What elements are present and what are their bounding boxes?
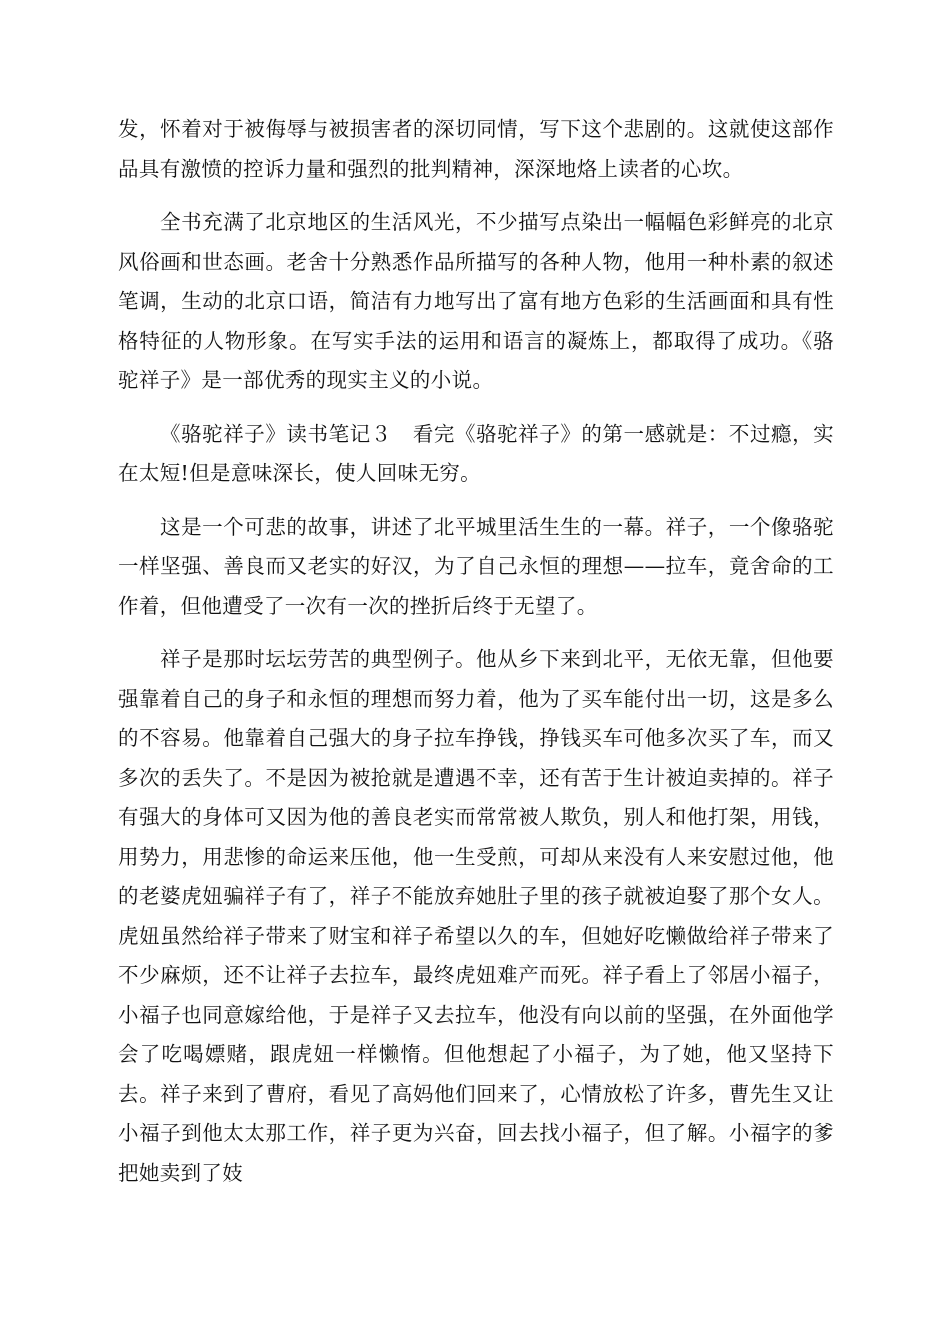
paragraph-2: 全书充满了北京地区的生活风光，不少描写点染出一幅幅色彩鲜亮的北京风俗画和世态画。老舍十分熟悉作品所描写的各种人物，他用一种朴素的叙述笔调，生动的北京口语，简洁有力地写出了富有地方色彩的生活画面和具有性格特征的人物形象。在写实手法的运用和语言的凝炼上，都取得了成功。《骆驼祥子》是一部优秀的现实主义的小说。 [118,210,834,392]
paragraph-1: 发，怀着对于被侮辱与被损害者的深切同情，写下这个悲剧的。这就使这部作品具有激愤的控诉力量和强烈的批判精神，深深地烙上读者的心坎。 [118,117,834,181]
paragraph-5: 祥子是那时坛坛劳苦的典型例子。他从乡下来到北平，无依无靠，但他要强靠着自己的身子和永恒的理想而努力着，他为了买车能付出一切，这是多么的不容易。他靠着自己强大的身子拉车挣钱，挣钱买车可他多次买了车，而又多次的丢失了。不是因为被抢就是遭遇不幸，还有苦于生计被迫卖掉的。祥子有强大的身体可又因为他的善良老实而常常被人欺负，别人和他打架，用钱，用势力，用悲惨的命运来压他，他一生受煎，可却从来没有人来安慰过他，他的老婆虎妞骗祥子有了，祥子不能放弃她肚子里的孩子就被迫娶了那个女人。虎妞虽然给祥子带来了财宝和祥子希望以久的车，但她好吃懒做给祥子带来了不少麻烦，还不让祥子去拉车，最终虎妞难产而死。祥子看上了邻居小福子，小福子也同意嫁给他，于是祥子又去拉车，他没有向以前的坚强，在外面他学会了吃喝嫖赌，跟虎妞一样懒惰。但他想起了小福子，为了她，他又坚持下去。祥子来到了曹府，看见了高妈他们回来了，心情放松了许多，曹先生又让小福子到他太太那工作，祥子更为兴奋，回去找小福子，但了解。小福字的爹把她卖到了妓 [118,647,834,1185]
paragraph-4: 这是一个可悲的故事，讲述了北平城里活生生的一幕。祥子，一个像骆驼一样坚强、善良而又老实的好汉，为了自己永恒的理想——拉车，竟舍命的工作着，但他遭受了一次有一次的挫折后终于无望了。 [118,514,834,618]
paragraph-3: 《骆驼祥子》读书笔记３ 看完《骆驼祥子》的第一感就是：不过瘾，实在太短!但是意味深长，使人回味无穷。 [118,421,834,485]
document-body [118,110,834,1193]
